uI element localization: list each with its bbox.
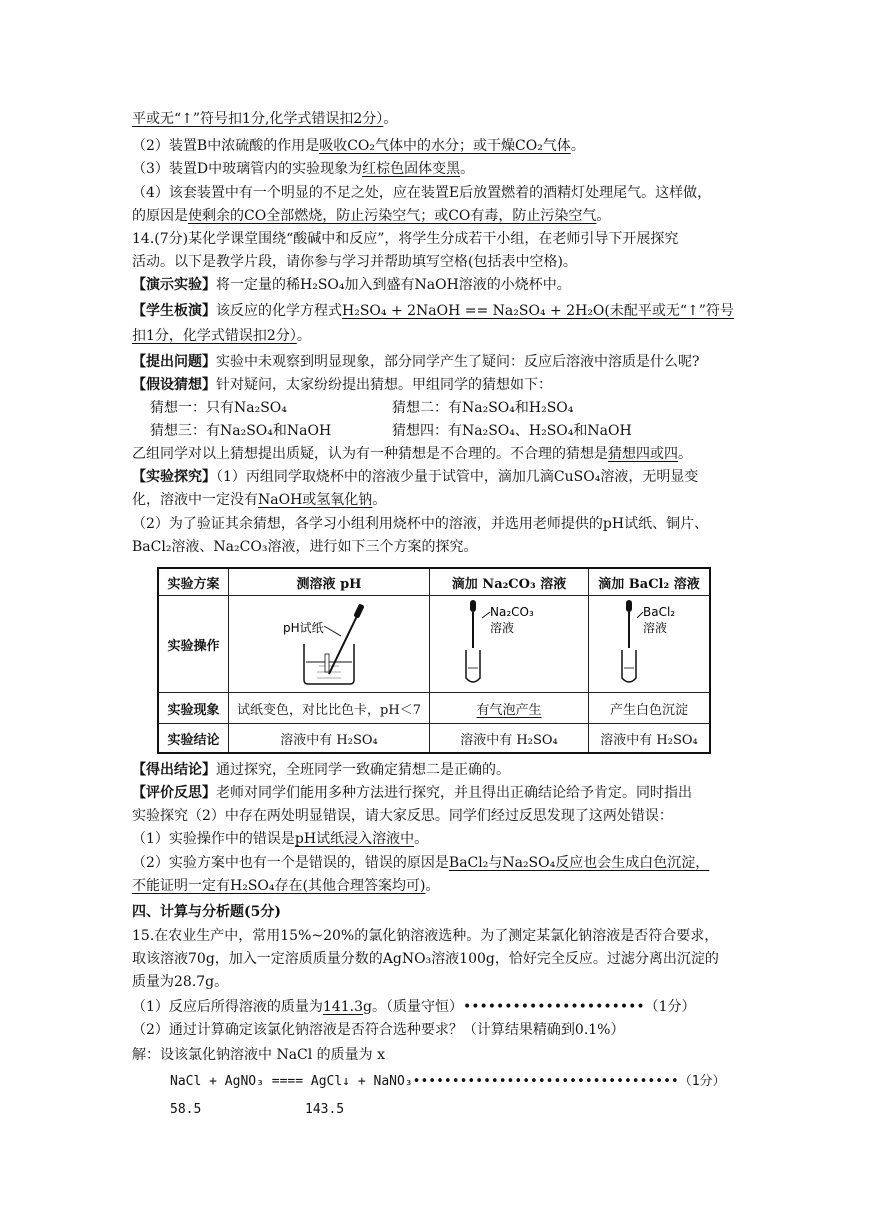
solution-label: 溶液: [643, 621, 668, 635]
text-line: 【提出问题】实验中未观察到明显现象，部分同学产生了疑问：反应后溶液中溶质是什么呢?: [132, 354, 700, 370]
text-line: （1）实验操作中的错误是pH试纸浸入溶液中。: [132, 831, 429, 847]
table-cell: 溶液中有 H₂SO₄: [589, 724, 711, 754]
row-label: 实验结论: [158, 724, 229, 754]
table-cell: 溶液中有 H₂SO₄: [229, 724, 430, 754]
row-label: 实验现象: [158, 693, 229, 724]
solution-line: 解：设该氯化钠溶液中 NaCl 的质量为 x: [132, 1047, 386, 1063]
text-line: 【假设猜想】针对疑问，太家纷纷提出猜想。甲组同学的猜想如下：: [132, 377, 552, 393]
ph-test-illustration: [229, 596, 430, 693]
question-14-line: 14.(7分)某化学课堂围绕“酸碱中和反应”，将学生分成若干小组，在老师引导下开展探究: [132, 231, 679, 247]
table-header: 测溶液 pH: [229, 568, 430, 596]
dropper-tube-icon: [589, 596, 709, 688]
text-line: 【演示实验】将一定量的稀H₂SO₄加入到盛有NaOH溶液的小烧杯中。: [132, 277, 571, 293]
text-line: 实验探究（2）中存在两处明显错误，请大家反思。同学们经过反思发现了这两处错误：: [132, 808, 673, 824]
ph-paper-label: pH试纸: [283, 621, 324, 635]
row-label: 实验操作: [158, 596, 229, 693]
text-line: 【评价反思】老师对同学们能用多种方法进行探究，并且得出正确结论给予肯定。同时指出: [132, 785, 692, 801]
section-heading: 四、计算与分析题(5分): [132, 904, 281, 920]
text-line: （2）为了验证其余猜想，各学习小组利用烧杯中的溶液，并选用老师提供的pH试纸、铜片、: [132, 516, 709, 532]
text-line: 取该溶液70g，加入一定溶质质量分数的AgNO₃溶液100g，恰好完全反应。过滤分离出沉淀的: [132, 951, 719, 967]
text-line: 【得出结论】通过探究，全班同学一致确定猜想二是正确的。: [132, 762, 510, 778]
text-line: 平或无“↑”符号扣1分,化学式错误扣2分）。: [132, 111, 398, 127]
text-line: 化，溶液中一定没有NaOH或氢氧化钠。: [132, 492, 387, 508]
text-line: （4）该套装置中有一个明显的不足之处，应在装置E后放置燃着的酒精灯处理尾气。这样做，: [132, 185, 712, 201]
text-line: 【学生板演】该反应的化学方程式H₂SO₄ + 2NaOH == Na₂SO₄ + 2H₂O(未配平或无“↑”符号: [132, 303, 734, 319]
bacl2-label: BaCl₂: [643, 605, 676, 619]
guess-1: 猜想一：只有Na₂SO₄: [150, 400, 287, 416]
text-line: 不能证明一定有H₂SO₄存在(其他合理答案均可)。: [132, 878, 440, 894]
experiment-table: [157, 567, 711, 754]
guess-3: 猜想三：有Na₂SO₄和NaOH: [150, 423, 332, 439]
question-15-line: 15.在农业生产中，常用15%~20%的氯化钠溶液选种。为了测定某氯化钠溶液是否符合要求，: [132, 928, 719, 944]
table-header: 滴加 Na₂CO₃ 溶液: [430, 568, 589, 596]
beaker-dropper-icon: [229, 596, 429, 688]
text-line: 乙组同学对以上猜想提出质疑，认为有一种猜想是不合理的。不合理的猜想是猜想四或四。: [132, 446, 692, 462]
na2co3-label: Na₂CO₃: [490, 605, 534, 619]
guess-2: 猜想二：有Na₂SO₄和H₂SO₄: [392, 400, 574, 416]
bacl2-illustration: [589, 596, 711, 693]
text-line: （3）装置D中玻璃管内的实验现象为红棕色固体变黑。: [132, 161, 475, 177]
table-cell: 试纸变色，对比比色卡，pH＜7: [229, 693, 430, 724]
text-line: 的原因是使剩余的CO全部燃烧，防止污染空气；或CO有毒，防止污染空气。: [132, 208, 611, 224]
solution-label: 溶液: [490, 621, 515, 635]
text-line: （1）反应后所得溶液的质量为141.3g。（质量守恒）••••••••••••••••••••••（1分）: [132, 999, 696, 1015]
text-line: 活动。以下是教学片段，请你参与学习并帮助填写空格(包括表中空格)。: [132, 254, 577, 270]
table-cell: 溶液中有 H₂SO₄: [430, 724, 589, 754]
text-line: 质量为28.7g。: [132, 974, 229, 990]
guess-4: 猜想四：有Na₂SO₄、H₂SO₄和NaOH: [392, 423, 632, 439]
equation-line: NaCl + AgNO₃ ==== AgCl↓ + NaNO₃••••••••••••••••••••••••••••••••••（1分）: [170, 1074, 726, 1089]
table-header: 滴加 BaCl₂ 溶液: [589, 568, 711, 596]
text-line: 扣1分，化学式错误扣2分）。: [132, 328, 311, 344]
table-header: 实验方案: [158, 568, 229, 596]
table-cell: 产生白色沉淀: [589, 693, 711, 724]
text-line: 【实验探究】（1）丙组同学取烧杯中的溶液少量于试管中，滴加几滴CuSO₄溶液，无明显变: [132, 469, 699, 485]
dropper-tube-icon: [430, 596, 588, 688]
text-line: BaCl₂溶液、Na₂CO₃溶液，进行如下三个方案的探究。: [132, 539, 478, 555]
molar-mass-agcl: 143.5: [305, 1102, 345, 1117]
na2co3-illustration: [430, 596, 589, 693]
table-cell: 有气泡产生: [430, 693, 589, 724]
molar-mass-nacl: 58.5: [170, 1102, 202, 1117]
text-line: （2）实验方案中也有一个是错误的，错误的原因是BaCl₂与Na₂SO₄反应也会生成白色沉淀，: [132, 855, 710, 871]
text-line: （2）通过计算确定该氯化钠溶液是否符合选种要求？（计算结果精确到0.1%）: [132, 1022, 625, 1038]
text-line: （2）装置B中浓硫酸的作用是吸收CO₂气体中的水分；或干燥CO₂气体。: [132, 138, 585, 154]
